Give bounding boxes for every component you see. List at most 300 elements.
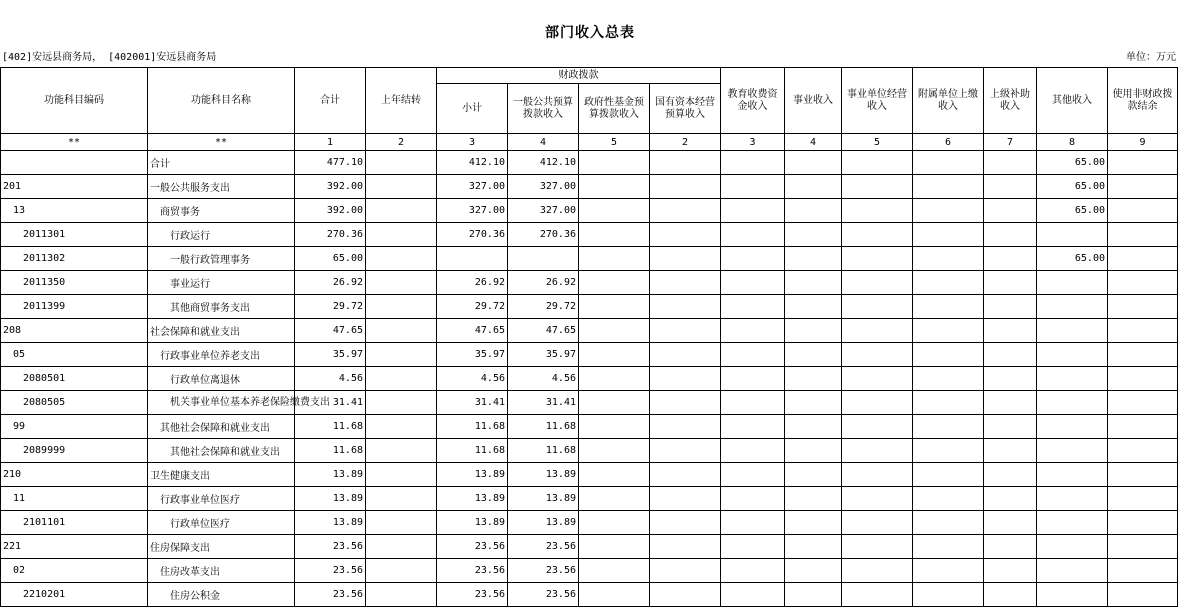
state-capital-cell <box>650 223 721 247</box>
edu-fee-cell <box>721 463 785 487</box>
operating-income-cell <box>842 175 913 199</box>
subtotal-cell: 23.56 <box>437 535 508 559</box>
edu-fee-cell <box>721 391 785 415</box>
name-cell: 其他商贸事务支出 <box>148 295 295 319</box>
edu-fee-cell <box>721 151 785 175</box>
operating-income-cell <box>842 343 913 367</box>
header-code: 功能科目编码 <box>1 68 148 134</box>
code-cell: 2011301 <box>1 223 148 247</box>
edu-fee-cell <box>721 535 785 559</box>
name-cell: 卫生健康支出 <box>148 463 295 487</box>
state-capital-cell <box>650 583 721 607</box>
code-cell: 2011302 <box>1 247 148 271</box>
subtotal-cell: 13.89 <box>437 511 508 535</box>
table-row <box>1 367 1178 391</box>
name-cell: 一般公共服务支出 <box>148 175 295 199</box>
index-cell: 3 <box>721 134 785 151</box>
affiliated-cell <box>913 175 984 199</box>
table-row <box>1 391 1178 415</box>
non-fiscal-balance-cell <box>1108 175 1178 199</box>
state-capital-cell <box>650 295 721 319</box>
affiliated-cell <box>913 223 984 247</box>
superior-subsidy-cell <box>984 511 1037 535</box>
operating-income-cell <box>842 415 913 439</box>
operating-income-cell <box>842 511 913 535</box>
state-capital-cell <box>650 559 721 583</box>
edu-fee-cell <box>721 367 785 391</box>
non-fiscal-balance-cell <box>1108 583 1178 607</box>
table-row <box>1 319 1178 343</box>
unit-label: 单位：万元 <box>1126 52 1176 63</box>
table-row <box>1 415 1178 439</box>
business-income-cell <box>785 487 842 511</box>
name-cell: 住房改革支出 <box>148 559 295 583</box>
total-cell: 11.68 <box>295 439 366 463</box>
subtotal-cell: 29.72 <box>437 295 508 319</box>
table-row <box>1 199 1178 223</box>
page-title: 部门收入总表 <box>545 25 635 41</box>
affiliated-cell <box>913 343 984 367</box>
general-budget-cell: 31.41 <box>508 391 579 415</box>
non-fiscal-balance-cell <box>1108 487 1178 511</box>
subtotal-cell: 11.68 <box>437 439 508 463</box>
total-cell: 23.56 <box>295 583 366 607</box>
edu-fee-cell <box>721 199 785 223</box>
non-fiscal-balance-cell <box>1108 391 1178 415</box>
affiliated-cell <box>913 367 984 391</box>
header-edu-fee: 教育收费资金收入 <box>721 68 785 134</box>
table-row <box>1 223 1178 247</box>
edu-fee-cell <box>721 319 785 343</box>
superior-subsidy-cell <box>984 151 1037 175</box>
superior-subsidy-cell <box>984 319 1037 343</box>
subtotal-cell: 11.68 <box>437 415 508 439</box>
state-capital-cell <box>650 463 721 487</box>
header-subtotal: 小计 <box>437 84 508 134</box>
general-budget-cell: 327.00 <box>508 199 579 223</box>
operating-income-cell <box>842 247 913 271</box>
total-cell: 477.10 <box>295 151 366 175</box>
superior-subsidy-cell <box>984 583 1037 607</box>
general-budget-cell: 11.68 <box>508 415 579 439</box>
subtotal-cell: 23.56 <box>437 559 508 583</box>
edu-fee-cell <box>721 295 785 319</box>
general-budget-cell: 11.68 <box>508 439 579 463</box>
carryover-cell <box>366 487 437 511</box>
carryover-cell <box>366 583 437 607</box>
code-cell: 05 <box>1 343 148 367</box>
index-cell: 6 <box>913 134 984 151</box>
state-capital-cell <box>650 535 721 559</box>
subtotal-cell: 327.00 <box>437 199 508 223</box>
general-budget-cell: 13.89 <box>508 511 579 535</box>
carryover-cell <box>366 175 437 199</box>
superior-subsidy-cell <box>984 343 1037 367</box>
name-cell: 社会保障和就业支出 <box>148 319 295 343</box>
affiliated-cell <box>913 271 984 295</box>
carryover-cell <box>366 439 437 463</box>
gov-fund-cell <box>579 367 650 391</box>
total-cell: 47.65 <box>295 319 366 343</box>
gov-fund-cell <box>579 463 650 487</box>
affiliated-cell <box>913 319 984 343</box>
business-income-cell <box>785 415 842 439</box>
state-capital-cell <box>650 391 721 415</box>
non-fiscal-balance-cell <box>1108 343 1178 367</box>
header-carryover: 上年结转 <box>366 68 437 134</box>
superior-subsidy-cell <box>984 175 1037 199</box>
carryover-cell <box>366 415 437 439</box>
total-cell: 31.41 <box>295 391 366 415</box>
affiliated-cell <box>913 199 984 223</box>
superior-subsidy-cell <box>984 295 1037 319</box>
subtotal-cell: 31.41 <box>437 391 508 415</box>
total-cell: 392.00 <box>295 199 366 223</box>
edu-fee-cell <box>721 175 785 199</box>
gov-fund-cell <box>579 271 650 295</box>
general-budget-cell: 47.65 <box>508 319 579 343</box>
superior-subsidy-cell <box>984 367 1037 391</box>
index-cell: 9 <box>1108 134 1178 151</box>
operating-income-cell <box>842 391 913 415</box>
other-income-cell <box>1037 271 1108 295</box>
table-body <box>1 134 1178 607</box>
general-budget-cell: 35.97 <box>508 343 579 367</box>
non-fiscal-balance-cell <box>1108 319 1178 343</box>
table-row <box>1 463 1178 487</box>
subtotal-cell: 47.65 <box>437 319 508 343</box>
table-row <box>1 583 1178 607</box>
other-income-cell <box>1037 223 1108 247</box>
business-income-cell <box>785 583 842 607</box>
index-cell: ** <box>1 134 148 151</box>
carryover-cell <box>366 319 437 343</box>
carryover-cell <box>366 559 437 583</box>
code-cell: 2080505 <box>1 391 148 415</box>
non-fiscal-balance-cell <box>1108 463 1178 487</box>
superior-subsidy-cell <box>984 199 1037 223</box>
business-income-cell <box>785 439 842 463</box>
index-cell: 4 <box>785 134 842 151</box>
other-income-cell <box>1037 367 1108 391</box>
superior-subsidy-cell <box>984 439 1037 463</box>
total-cell: 23.56 <box>295 535 366 559</box>
other-income-cell <box>1037 535 1108 559</box>
business-income-cell <box>785 559 842 583</box>
operating-income-cell <box>842 319 913 343</box>
table-row <box>1 487 1178 511</box>
code-cell: 208 <box>1 319 148 343</box>
table-row <box>1 247 1178 271</box>
gov-fund-cell <box>579 415 650 439</box>
index-cell: 3 <box>437 134 508 151</box>
total-cell: 392.00 <box>295 175 366 199</box>
gov-fund-cell <box>579 583 650 607</box>
name-cell: 行政运行 <box>148 223 295 247</box>
carryover-cell <box>366 247 437 271</box>
code-cell: 201 <box>1 175 148 199</box>
code-cell: 2089999 <box>1 439 148 463</box>
gov-fund-cell <box>579 175 650 199</box>
superior-subsidy-cell <box>984 391 1037 415</box>
general-budget-cell: 13.89 <box>508 463 579 487</box>
total-cell: 35.97 <box>295 343 366 367</box>
edu-fee-cell <box>721 583 785 607</box>
state-capital-cell <box>650 415 721 439</box>
header-name: 功能科目名称 <box>148 68 295 134</box>
table-row <box>1 295 1178 319</box>
state-capital-cell <box>650 199 721 223</box>
name-cell: 其他社会保障和就业支出 <box>148 415 295 439</box>
state-capital-cell <box>650 271 721 295</box>
affiliated-cell <box>913 439 984 463</box>
code-cell: 02 <box>1 559 148 583</box>
index-cell: 8 <box>1037 134 1108 151</box>
operating-income-cell <box>842 463 913 487</box>
index-cell: 1 <box>295 134 366 151</box>
business-income-cell <box>785 271 842 295</box>
carryover-cell <box>366 391 437 415</box>
business-income-cell <box>785 391 842 415</box>
total-cell: 29.72 <box>295 295 366 319</box>
business-income-cell <box>785 367 842 391</box>
superior-subsidy-cell <box>984 247 1037 271</box>
index-cell: 2 <box>366 134 437 151</box>
total-cell: 26.92 <box>295 271 366 295</box>
superior-subsidy-cell <box>984 271 1037 295</box>
state-capital-cell <box>650 367 721 391</box>
gov-fund-cell <box>579 559 650 583</box>
gov-fund-cell <box>579 319 650 343</box>
total-cell: 65.00 <box>295 247 366 271</box>
index-cell: 7 <box>984 134 1037 151</box>
general-budget-cell: 26.92 <box>508 271 579 295</box>
general-budget-cell: 29.72 <box>508 295 579 319</box>
other-income-cell <box>1037 343 1108 367</box>
business-income-cell <box>785 295 842 319</box>
affiliated-cell <box>913 559 984 583</box>
code-cell: 2011399 <box>1 295 148 319</box>
other-income-cell: 65.00 <box>1037 175 1108 199</box>
other-income-cell: 65.00 <box>1037 199 1108 223</box>
superior-subsidy-cell <box>984 535 1037 559</box>
total-cell: 4.56 <box>295 367 366 391</box>
non-fiscal-balance-cell <box>1108 271 1178 295</box>
state-capital-cell <box>650 343 721 367</box>
header-superior-subsidy: 上级补助收入 <box>984 68 1037 134</box>
header-business-income: 事业收入 <box>785 68 842 134</box>
other-income-cell: 65.00 <box>1037 247 1108 271</box>
subtotal-cell: 4.56 <box>437 367 508 391</box>
superior-subsidy-cell <box>984 559 1037 583</box>
name-cell: 机关事业单位基本养老保险缴费支出 <box>148 391 295 415</box>
edu-fee-cell <box>721 247 785 271</box>
subtotal-cell: 412.10 <box>437 151 508 175</box>
superior-subsidy-cell <box>984 487 1037 511</box>
non-fiscal-balance-cell <box>1108 223 1178 247</box>
index-cell: 5 <box>579 134 650 151</box>
subtotal-cell: 23.56 <box>437 583 508 607</box>
business-income-cell <box>785 223 842 247</box>
index-cell: 4 <box>508 134 579 151</box>
code-cell: 13 <box>1 199 148 223</box>
state-capital-cell <box>650 175 721 199</box>
carryover-cell <box>366 343 437 367</box>
other-income-cell <box>1037 391 1108 415</box>
edu-fee-cell <box>721 343 785 367</box>
name-cell: 住房保障支出 <box>148 535 295 559</box>
superior-subsidy-cell <box>984 463 1037 487</box>
other-income-cell <box>1037 487 1108 511</box>
business-income-cell <box>785 463 842 487</box>
affiliated-cell <box>913 151 984 175</box>
edu-fee-cell <box>721 415 785 439</box>
business-income-cell <box>785 151 842 175</box>
business-income-cell <box>785 199 842 223</box>
income-summary-table <box>0 67 1178 607</box>
total-cell: 11.68 <box>295 415 366 439</box>
total-cell: 13.89 <box>295 463 366 487</box>
affiliated-cell <box>913 415 984 439</box>
gov-fund-cell <box>579 223 650 247</box>
operating-income-cell <box>842 583 913 607</box>
affiliated-cell <box>913 535 984 559</box>
business-income-cell <box>785 511 842 535</box>
state-capital-cell <box>650 487 721 511</box>
gov-fund-cell <box>579 295 650 319</box>
table-row <box>1 535 1178 559</box>
header-state-capital: 国有资本经营预算收入 <box>650 84 721 134</box>
table-row <box>1 511 1178 535</box>
subtotal-cell: 327.00 <box>437 175 508 199</box>
affiliated-cell <box>913 247 984 271</box>
total-cell: 23.56 <box>295 559 366 583</box>
gov-fund-cell <box>579 535 650 559</box>
non-fiscal-balance-cell <box>1108 367 1178 391</box>
header-gov-fund: 政府性基金预算拨款收入 <box>579 84 650 134</box>
non-fiscal-balance-cell <box>1108 415 1178 439</box>
operating-income-cell <box>842 295 913 319</box>
other-income-cell <box>1037 319 1108 343</box>
carryover-cell <box>366 223 437 247</box>
business-income-cell <box>785 535 842 559</box>
other-income-cell <box>1037 295 1108 319</box>
header-other-income: 其他收入 <box>1037 68 1108 134</box>
table-row <box>1 439 1178 463</box>
operating-income-cell <box>842 535 913 559</box>
edu-fee-cell <box>721 487 785 511</box>
gov-fund-cell <box>579 199 650 223</box>
edu-fee-cell <box>721 559 785 583</box>
header-operating-income: 事业单位经营收入 <box>842 68 913 134</box>
gov-fund-cell <box>579 343 650 367</box>
name-cell: 行政事业单位养老支出 <box>148 343 295 367</box>
carryover-cell <box>366 271 437 295</box>
non-fiscal-balance-cell <box>1108 439 1178 463</box>
business-income-cell <box>785 343 842 367</box>
gov-fund-cell <box>579 511 650 535</box>
operating-income-cell <box>842 367 913 391</box>
carryover-cell <box>366 511 437 535</box>
table-row <box>1 271 1178 295</box>
general-budget-cell: 412.10 <box>508 151 579 175</box>
state-capital-cell <box>650 439 721 463</box>
name-cell: 合计 <box>148 151 295 175</box>
affiliated-cell <box>913 511 984 535</box>
gov-fund-cell <box>579 391 650 415</box>
non-fiscal-balance-cell <box>1108 295 1178 319</box>
subtotal-cell <box>437 247 508 271</box>
code-cell: 2210201 <box>1 583 148 607</box>
operating-income-cell <box>842 559 913 583</box>
carryover-cell <box>366 199 437 223</box>
state-capital-cell <box>650 151 721 175</box>
affiliated-cell <box>913 487 984 511</box>
code-cell: 210 <box>1 463 148 487</box>
carryover-cell <box>366 151 437 175</box>
code-cell: 2011350 <box>1 271 148 295</box>
general-budget-cell: 270.36 <box>508 223 579 247</box>
superior-subsidy-cell <box>984 223 1037 247</box>
other-income-cell: 65.00 <box>1037 151 1108 175</box>
name-cell: 行政单位离退休 <box>148 367 295 391</box>
code-cell: 221 <box>1 535 148 559</box>
operating-income-cell <box>842 151 913 175</box>
gov-fund-cell <box>579 439 650 463</box>
edu-fee-cell <box>721 223 785 247</box>
operating-income-cell <box>842 439 913 463</box>
column-index-row <box>1 134 1178 151</box>
other-income-cell <box>1037 415 1108 439</box>
non-fiscal-balance-cell <box>1108 535 1178 559</box>
department-line: [402]安远县商务局， [402001]安远县商务局 <box>2 52 217 63</box>
other-income-cell <box>1037 439 1108 463</box>
header-total: 合计 <box>295 68 366 134</box>
carryover-cell <box>366 463 437 487</box>
business-income-cell <box>785 247 842 271</box>
subtotal-cell: 35.97 <box>437 343 508 367</box>
business-income-cell <box>785 319 842 343</box>
header-non-fiscal-balance: 使用非财政拨款结余 <box>1108 68 1178 134</box>
affiliated-cell <box>913 583 984 607</box>
operating-income-cell <box>842 199 913 223</box>
general-budget-cell: 13.89 <box>508 487 579 511</box>
edu-fee-cell <box>721 271 785 295</box>
subtotal-cell: 26.92 <box>437 271 508 295</box>
non-fiscal-balance-cell <box>1108 151 1178 175</box>
name-cell: 行政单位医疗 <box>148 511 295 535</box>
code-cell: 2080501 <box>1 367 148 391</box>
header-affiliated: 附属单位上缴收入 <box>913 68 984 134</box>
table-row <box>1 151 1178 175</box>
operating-income-cell <box>842 271 913 295</box>
name-cell: 事业运行 <box>148 271 295 295</box>
affiliated-cell <box>913 391 984 415</box>
index-cell: ** <box>148 134 295 151</box>
edu-fee-cell <box>721 511 785 535</box>
general-budget-cell: 23.56 <box>508 583 579 607</box>
name-cell: 其他社会保障和就业支出 <box>148 439 295 463</box>
other-income-cell <box>1037 463 1108 487</box>
state-capital-cell <box>650 511 721 535</box>
name-cell: 住房公积金 <box>148 583 295 607</box>
name-cell: 一般行政管理事务 <box>148 247 295 271</box>
general-budget-cell: 327.00 <box>508 175 579 199</box>
total-cell: 13.89 <box>295 487 366 511</box>
other-income-cell <box>1037 511 1108 535</box>
code-cell: 2101101 <box>1 511 148 535</box>
state-capital-cell <box>650 247 721 271</box>
